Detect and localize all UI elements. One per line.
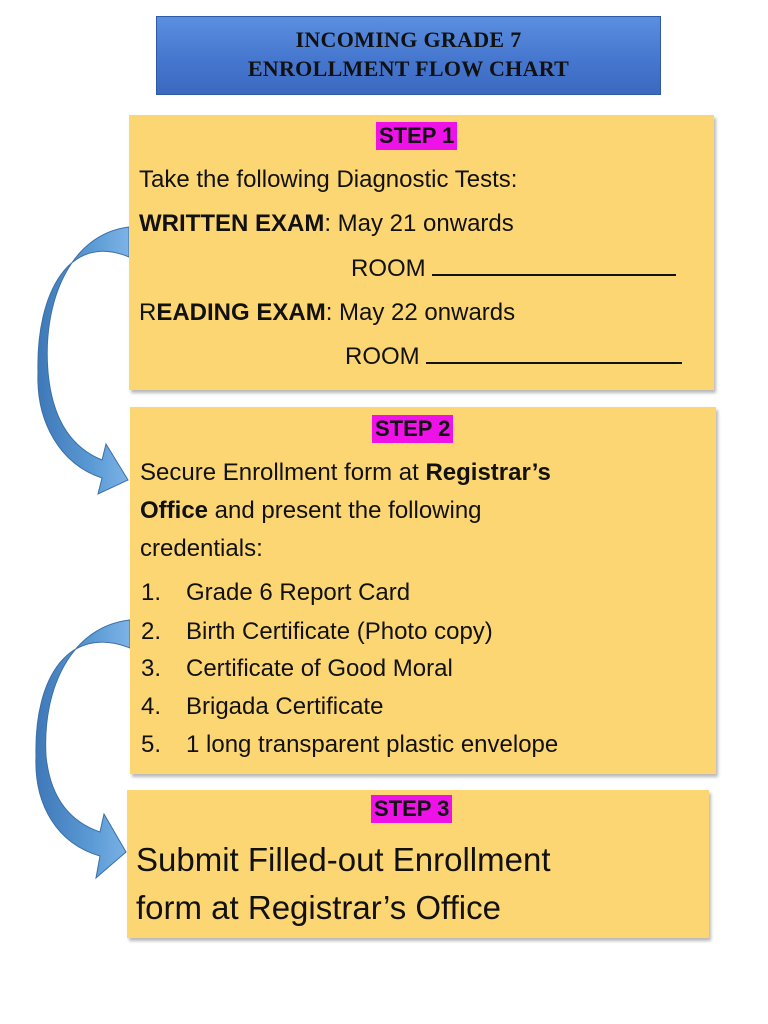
- credential-number: 5.: [141, 731, 162, 758]
- room-blank: [432, 254, 676, 276]
- title-line-1: INCOMING GRADE 7: [295, 27, 522, 52]
- credential-text: Certificate of Good Moral: [186, 655, 453, 682]
- curved-arrow-icon: [40, 222, 135, 502]
- room-blank: [426, 342, 682, 364]
- step-3-line-2: form at Registrar’s Office: [136, 889, 501, 926]
- reading-exam-prefix: R: [139, 299, 157, 326]
- room-line-2: [345, 342, 682, 372]
- step-2-line-2: [140, 496, 482, 526]
- registrar-label: Registrar’s: [425, 459, 551, 486]
- credential-item: [141, 578, 410, 608]
- flowchart-title: [156, 16, 661, 95]
- credential-number: 4.: [141, 693, 162, 720]
- credential-text: Birth Certificate (Photo copy): [186, 618, 493, 645]
- step-1-badge: STEP 1: [376, 122, 457, 150]
- reading-exam-line: [139, 298, 515, 328]
- step-2-line-3: credentials:: [140, 535, 263, 562]
- credential-number: 1.: [141, 579, 162, 606]
- credential-item: [141, 654, 453, 684]
- step-3-box: [127, 790, 709, 938]
- step-2-text: and present the following: [208, 497, 482, 524]
- step-1-box: [129, 115, 714, 390]
- step-2-text: Secure Enrollment form at: [140, 459, 426, 486]
- curved-arrow-icon: [38, 616, 133, 886]
- room-label: ROOM: [345, 343, 420, 370]
- written-exam-line: [139, 209, 514, 239]
- credential-item: [141, 730, 558, 760]
- step-3-line-1: Submit Filled-out Enrollment: [136, 841, 551, 878]
- step-1-intro: Take the following Diagnostic Tests:: [139, 166, 518, 193]
- credential-number: 3.: [141, 655, 162, 682]
- office-label: Office: [140, 497, 209, 524]
- credential-text: Brigada Certificate: [186, 693, 384, 720]
- reading-exam-date: : May 22 onwards: [325, 299, 516, 326]
- credential-text: Grade 6 Report Card: [186, 579, 411, 606]
- step-2-line-1: [140, 458, 551, 488]
- step-2-badge: STEP 2: [372, 415, 453, 443]
- written-exam-date: : May 21 onwards: [324, 210, 514, 237]
- credential-item: [141, 692, 383, 722]
- reading-exam-label: EADING EXAM: [156, 299, 326, 326]
- step-2-box: [130, 407, 716, 774]
- credential-number: 2.: [141, 618, 162, 645]
- written-exam-label: WRITTEN EXAM: [139, 210, 325, 237]
- step-3-badge: STEP 3: [371, 795, 452, 823]
- room-line-1: [351, 254, 676, 284]
- room-label: ROOM: [351, 255, 426, 282]
- title-line-2: ENROLLMENT FLOW CHART: [247, 56, 570, 81]
- credential-item: [141, 617, 493, 647]
- credential-text: 1 long transparent plastic envelope: [186, 731, 559, 758]
